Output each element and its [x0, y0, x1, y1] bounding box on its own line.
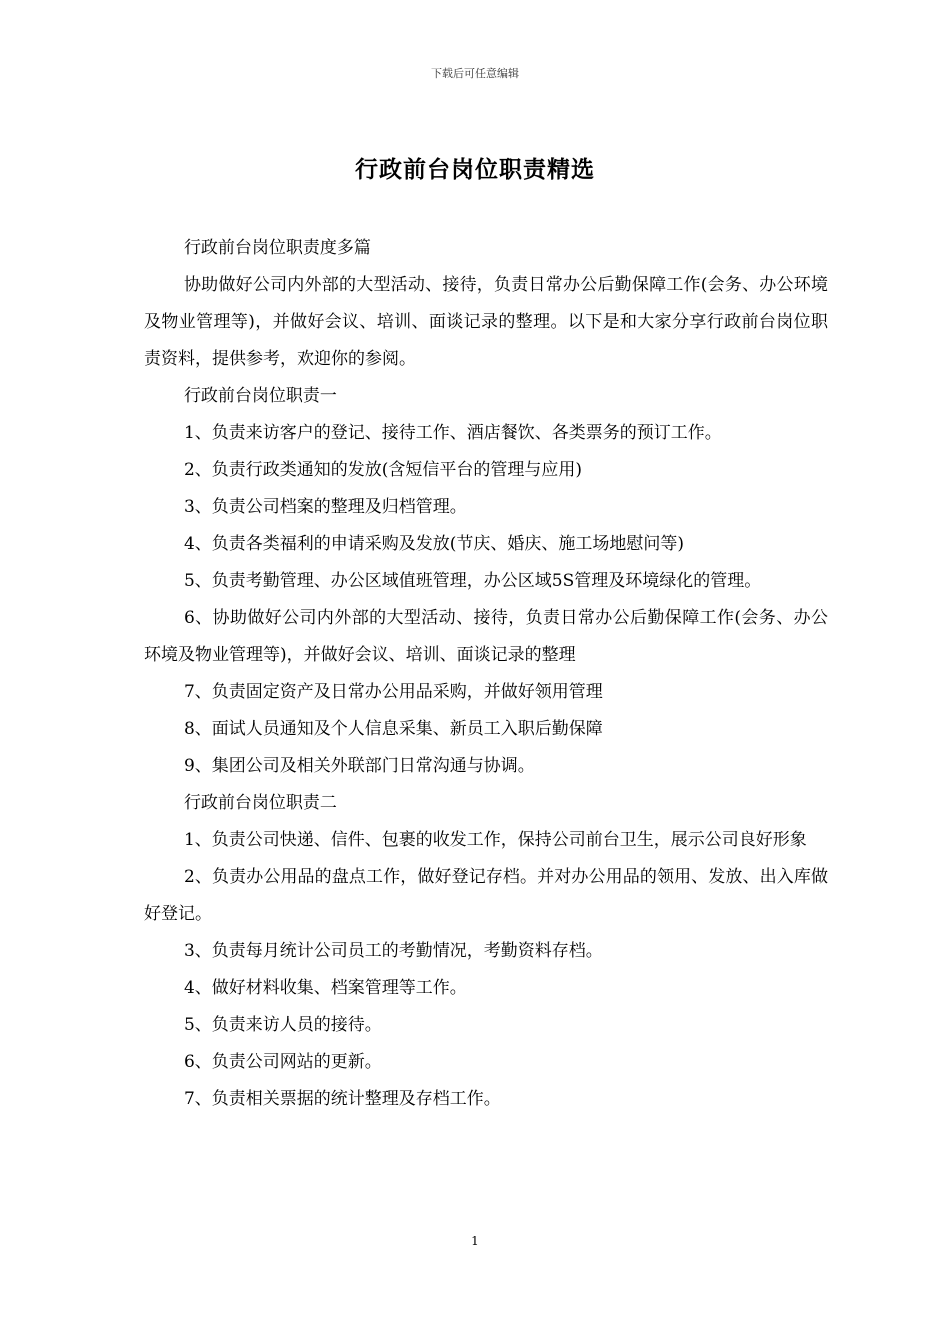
document-body	[144, 230, 828, 1118]
list-item: 6、协助做好公司内外部的大型活动、接待，负责日常办公后勤保障工作(会务、办公环境及物业管理等)，并做好会议、培训、面谈记录的整理	[144, 608, 828, 665]
paragraph-intro-heading: 行政前台岗位职责度多篇	[183, 238, 371, 258]
section-heading-1: 行政前台岗位职责一	[183, 386, 337, 406]
list-item: 3、负责公司档案的整理及归档管理。	[183, 497, 467, 517]
section-heading-2: 行政前台岗位职责二	[183, 793, 337, 813]
list-item: 4、负责各类福利的申请采购及发放(节庆、婚庆、施工场地慰问等)	[183, 534, 685, 554]
list-item: 1、负责公司快递、信件、包裹的收发工作，保持公司前台卫生，展示公司良好形象	[183, 830, 807, 850]
list-item: 5、负责来访人员的接待。	[183, 1015, 382, 1035]
list-item: 5、负责考勤管理、办公区域值班管理，办公区域5S管理及环境绿化的管理。	[183, 571, 762, 591]
paragraph-intro: 协助做好公司内外部的大型活动、接待，负责日常办公后勤保障工作(会务、办公环境及物业管理等)，并做好会议、培训、面谈记录的整理。以下是和大家分享行政前台岗位职责资料，提供参考，欢迎你的参阅。	[144, 275, 828, 369]
list-item: 2、负责办公用品的盘点工作，做好登记存档。并对办公用品的领用、发放、出入库做好登记。	[144, 867, 828, 924]
list-item: 7、负责相关票据的统计整理及存档工作。	[183, 1089, 501, 1109]
page-header-note: 下载后可任意编辑	[431, 67, 519, 80]
list-item: 9、集团公司及相关外联部门日常沟通与协调。	[183, 756, 535, 776]
list-item: 2、负责行政类通知的发放(含短信平台的管理与应用)	[183, 460, 583, 480]
list-item: 8、面试人员通知及个人信息采集、新员工入职后勤保障	[183, 719, 603, 739]
list-item: 4、做好材料收集、档案管理等工作。	[183, 978, 467, 998]
page-number: 1	[471, 1234, 479, 1248]
list-item: 7、负责固定资产及日常办公用品采购，并做好领用管理	[183, 682, 603, 702]
list-item: 3、负责每月统计公司员工的考勤情况，考勤资料存档。	[183, 941, 603, 961]
list-item: 6、负责公司网站的更新。	[183, 1052, 382, 1072]
document-title: 行政前台岗位职责精选	[355, 156, 595, 183]
list-item: 1、负责来访客户的登记、接待工作、酒店餐饮、各类票务的预订工作。	[183, 423, 722, 443]
